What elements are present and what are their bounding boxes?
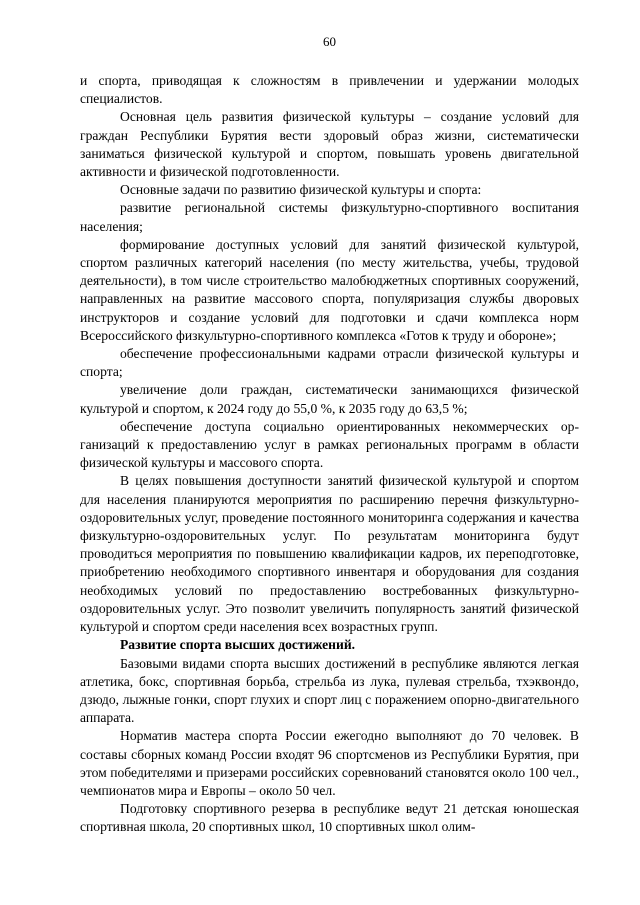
section-heading-elite-sport: Развитие спорта высших достижений. <box>120 637 356 653</box>
paragraph-task-regional-system: развитие региональной системы физкультурно-спортивного воспитания населения; <box>80 200 579 234</box>
document-body <box>80 72 579 837</box>
paragraph-main-goal: Основная цель развития физической культуры – создание условий для граждан Республики Бурятия вести здоровый образ жизни, систематически заниматься физической культурой и спортом, повышать уровень двигательной активности и физической подготовленности. <box>80 109 579 180</box>
paragraph-tasks-intro: Основные задачи по развитию физической культуры и спорта: <box>120 182 482 198</box>
paragraph-accessibility-measures: В целях повышения доступности занятий физической культурой и спортом для населения планируются мероприятия по расширению перечня физкультурно-оздоровительных услуг, проведение постоянного мониторинга содержания и качества физкультурно-оздоровительных услуг. По результатам мониторинга будут проводиться мероприятия по повышению квалификации кадров, их переподготовке, приобретению необходимого спортивного инвентаря и оборудования для создания необходимых условий по предоставлению востребованных физкультурно-оздоровительных услуг. Это позволит увеличить популярность занятий физической культурой и спортом среди населения всех возрастных групп. <box>80 473 579 635</box>
paragraph-sports-reserve: Подготовку спортивного резерва в республике ведут 21 детская юношеская спортивная школа, 20 спортивных школ, 10 спортивных школ олим- <box>80 801 579 835</box>
paragraph-master-of-sport: Норматив мастера спорта России ежегодно выполняют до 70 человек. В составы сборных команд России входят 96 спортсменов из Республики Бурятия, при этом победителями и призерами российских соревнований становятся около 100 чел., чемпионатов мира и Европы – около 50 чел. <box>80 728 579 798</box>
page-number: 60 <box>323 34 336 49</box>
paragraph-continued: и спорта, приводящая к сложностям в привлечении и удержании молодых специалистов. <box>80 73 579 107</box>
paragraph-base-sports: Базовыми видами спорта высших достижений в республике являются легкая атлетика, бокс, спортивная борьба, стрельба из лука, пулевая стрельба, тхэквондо, дзюдо, лыжные гонки, спорт глухих и спорт лиц с поражением опорно-двигательного аппарата. <box>80 655 579 726</box>
paragraph-task-accessible-conditions: формирование доступных условий для занятий физической культурой, спортом различных категорий населения (по месту жительства, учебы, трудовой деятельности), в том числе строительство малобюджетных спортивных сооружений, направленных на развитие массового спорта, популяризация службы дворовых инструкторов и создание условий для подготовки и сдачи комплекса норм Всероссийского физкультурно-спортивного комплекса «Готов к труду и обороне»; <box>80 236 579 343</box>
paragraph-task-ngo-access: обеспечение доступа социально ориентированных некоммерческих организаций к предоставлению услуг в рамках региональных программ в области физической культуры и массового спорта. <box>80 418 579 471</box>
paragraph-task-staffing: обеспечение профессиональными кадрами отрасли физической культуры и спорта; <box>80 346 579 380</box>
paragraph-task-share-increase: увеличение доли граждан, систематически занимающихся физической культурой и спортом, к 2024 году до 55,0 %, к 2035 году до 63,5 %; <box>80 382 579 416</box>
